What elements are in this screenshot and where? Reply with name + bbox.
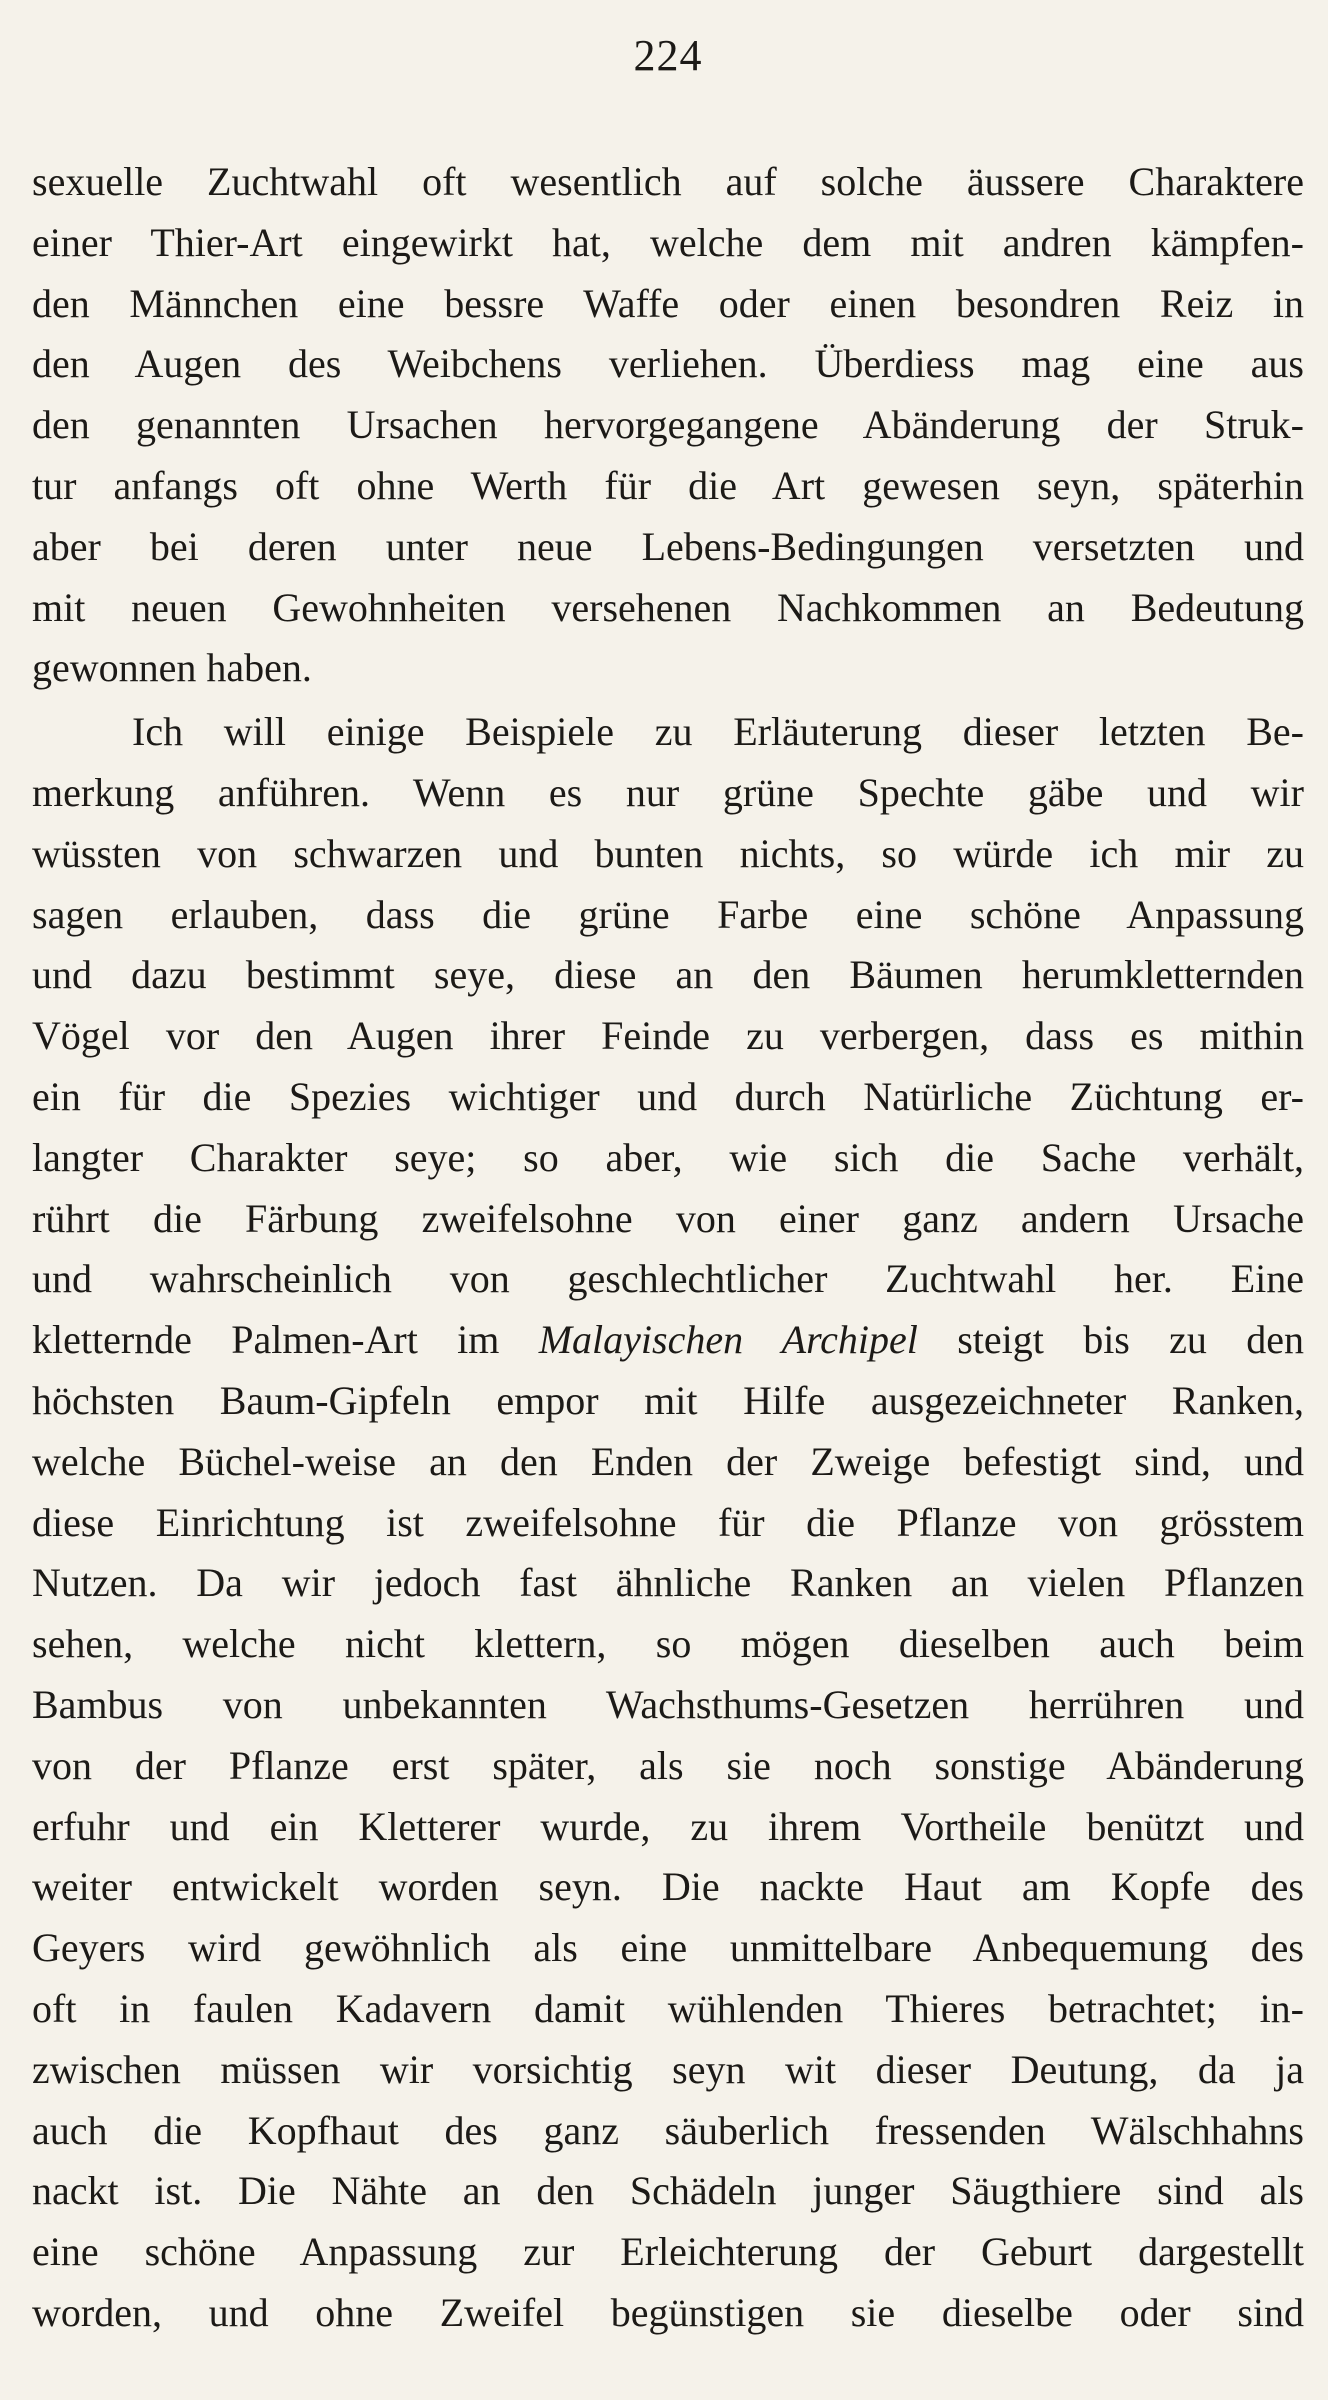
text-line: nackt ist. Die Nähte an den Schädeln junger Säugthiere sind als: [32, 2168, 1304, 2214]
text-line: Vögel vor den Augen ihrer Feinde zu verbergen, dass es mithin: [32, 1013, 1304, 1059]
text-line: Bambus von unbekannten Wachsthums-Gesetzen herrühren und: [32, 1681, 1304, 1727]
page-number: 224: [633, 31, 703, 80]
text-segment: kletternde Palmen-Art im: [32, 1317, 539, 1363]
text-line: den Augen des Weibchens verliehen. Überdiess mag eine aus: [32, 341, 1304, 387]
text-line: auch die Kopfhaut des ganz säuberlich fressenden Wälschhahns: [32, 2107, 1304, 2153]
text-line: aber bei deren unter neue Lebens-Bedingungen versetzten und: [32, 523, 1304, 569]
text-line: diese Einrichtung ist zweifelsohne für die Pflanze von grösstem: [32, 1499, 1304, 1545]
text-line: langter Charakter seye; so aber, wie sich die Sache verhält,: [32, 1134, 1304, 1180]
text-line: [32, 1310, 1304, 1371]
text-line: den genannten Ursachen hervorgegangene Abänderung der Struk-: [32, 402, 1304, 448]
text-line: höchsten Baum-Gipfeln empor mit Hilfe ausgezeichneter Ranken,: [32, 1377, 1304, 1423]
text-line: mit neuen Gewohnheiten versehenen Nachkommen an Bedeutung: [32, 584, 1304, 630]
text-line: wüssten von schwarzen und bunten nichts, so würde ich mir zu: [32, 830, 1304, 876]
text-line: merkung anführen. Wenn es nur grüne Spechte gäbe und wir: [32, 769, 1304, 815]
text-line: sexuelle Zuchtwahl oft wesentlich auf solche äussere Charaktere: [32, 159, 1304, 204]
text-line: ein für die Spezies wichtiger und durch Natürliche Züchtung er-: [32, 1073, 1304, 1119]
text-line: tur anfangs oft ohne Werth für die Art gewesen seyn, späterhin: [32, 462, 1304, 508]
text-line: oft in faulen Kadavern damit wühlenden Thieres betrachtet; in-: [32, 1985, 1304, 2031]
text-line: sagen erlauben, dass die grüne Farbe eine schöne Anpassung: [32, 891, 1304, 937]
text-line: rührt die Färbung zweifelsohne von einer ganz andern Ursache: [32, 1195, 1304, 1241]
text-line: von der Pflanze erst später, als sie noch sonstige Abänderung: [32, 1742, 1304, 1788]
text-line: einer Thier-Art eingewirkt hat, welche dem mit andren kämpfen-: [32, 219, 1304, 265]
text-line: Ich will einige Beispiele zu Erläuterung dieser letzten Be-: [132, 709, 1304, 755]
text-line: weiter entwickelt worden seyn. Die nackte Haut am Kopfe des: [32, 1864, 1304, 1910]
text-line: worden, und ohne Zweifel begünstigen sie dieselbe oder sind: [32, 2289, 1304, 2335]
text-line: gewonnen haben.: [32, 645, 312, 691]
italic-place-name: Malayischen Archipel: [538, 1317, 918, 1363]
text-line: den Männchen eine bessre Waffe oder einen besondren Reiz in: [32, 280, 1304, 326]
text-line: Nutzen. Da wir jedoch fast ähnliche Ranken an vielen Pflanzen: [32, 1560, 1304, 1606]
text-line: und dazu bestimmt seye, diese an den Bäumen herumkletternden: [32, 952, 1304, 998]
text-line: sehen, welche nicht klettern, so mögen dieselben auch beim: [32, 1621, 1304, 1667]
text-line: Geyers wird gewöhnlich als eine unmittelbare Anbequemung des: [32, 1925, 1304, 1971]
text-line: welche Büchel-weise an den Enden der Zweige befestigt sind, und: [32, 1438, 1304, 1484]
body-text: [32, 152, 1304, 2344]
text-segment: steigt bis zu den: [917, 1317, 1304, 1363]
text-line: eine schöne Anpassung zur Erleichterung der Geburt dargestellt: [32, 2229, 1304, 2275]
text-line: erfuhr und ein Kletterer wurde, zu ihrem Vortheile benützt und: [32, 1803, 1304, 1849]
text-line: zwischen müssen wir vorsichtig seyn wit dieser Deutung, da ja: [32, 2046, 1304, 2092]
text-line: und wahrscheinlich von geschlechtlicher Zuchtwahl her. Eine: [32, 1256, 1304, 1302]
